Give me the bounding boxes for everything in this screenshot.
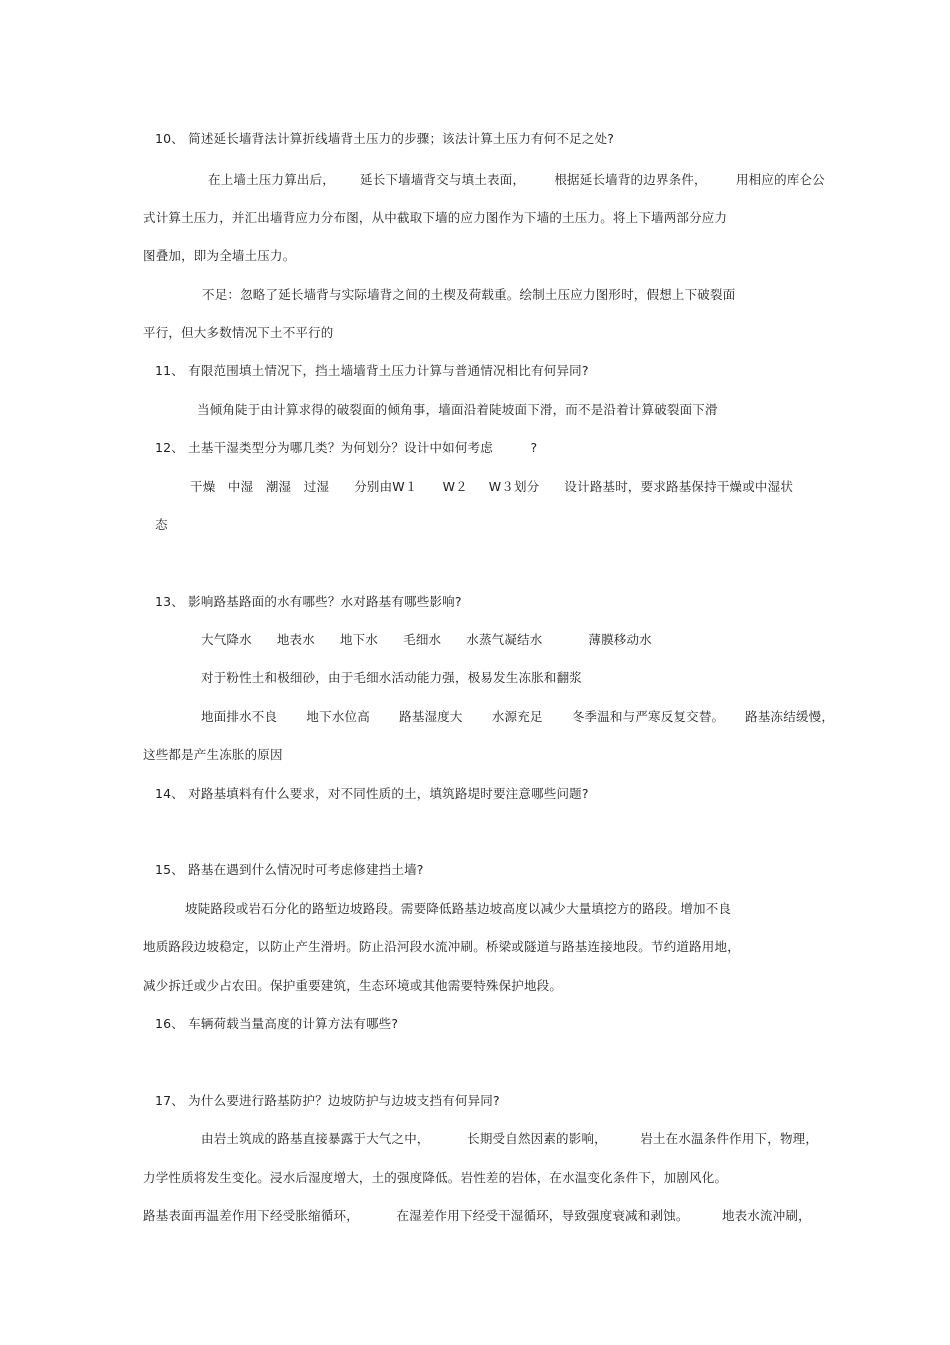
answer-line: 图叠加，即为全墙土压力。 (143, 248, 296, 263)
answer-line: 这些都是产生冻胀的原因 (143, 747, 283, 762)
answer-line: 地质路段边坡稳定，以防止产生滑坍。防止沿河段水流冲刷。桥梁或隧道与路基连接地段。节约道路用地， (143, 939, 740, 954)
answer-line: 平行，但大多数情况下土不平行的 (143, 325, 334, 340)
question-11: 11、 有限范围填土情况下，挡土墙墙背土压力计算与普通情况相比有何异同? (155, 363, 589, 378)
answer-line: 地面排水不良 地下水位高 路基湿度大 水源充足 冬季温和与严寒反复交替。 路基冻结缓慢， (201, 709, 835, 724)
question-13: 13、 影响路基路面的水有哪些？水对路基有哪些影响? (155, 594, 462, 609)
answer-line: 式计算土压力，并汇出墙背应力分布图，从中截取下墙的应力图作为下墙的土压力。将上下墙两部分应力 (143, 210, 728, 225)
answer-line: 在上墙土压力算出后， 延长下墙墙背交与填土表面， 根据延长墙背的边界条件， 用相应的库仑公 (208, 172, 825, 187)
question-10: 10、 简述延长墙背法计算折线墙背土压力的步骤；该法计算土压力有何不足之处? (155, 131, 615, 146)
question-17: 17、 为什么要进行路基防护？边坡防护与边坡支挡有何异同? (155, 1093, 500, 1108)
question-16: 16、 车辆荷载当量高度的计算方法有哪些? (155, 1016, 399, 1031)
answer-line: 路基表面再温差作用下经受胀缩循环， 在湿差作用下经受干湿循环，导致强度衰减和剥蚀。 地表水流冲刷， (143, 1208, 811, 1223)
answer-line: 力学性质将发生变化。浸水后湿度增大，土的强度降低。岩性差的岩体，在水温变化条件下，加剧风化。 (143, 1170, 728, 1185)
answer-line: 减少拆迁或少占农田。保护重要建筑，生态环境或其他需要特殊保护地段。 (143, 978, 563, 993)
answer-line: 由岩土筑成的路基直接暴露于大气之中， 长期受自然因素的影响， 岩土在水温条件作用下，物理， (201, 1131, 819, 1146)
answer-line: 干燥 中湿 潮湿 过湿 分别由W１ W２ W３划分 设计路基时，要求路基保持干燥或中湿状 (190, 479, 794, 494)
answer-line: 大气降水 地表水 地下水 毛细水 水蒸气凝结水 薄膜移动水 (201, 632, 652, 647)
answer-line: 坡陡路段或岩石分化的路堑边坡路段。需要降低路基边坡高度以减少大量填挖方的路段。增加不良 (185, 901, 732, 916)
answer-line: 对于粉性土和极细砂，由于毛细水活动能力强，极易发生冻胀和翻浆 (201, 670, 583, 685)
question-14: 14、 对路基填料有什么要求，对不同性质的土，填筑路堤时要注意哪些问题? (155, 786, 589, 801)
answer-line: 态 (155, 517, 168, 532)
answer-line: 当倾角陡于由计算求得的破裂面的倾角事，墙面沿着陡坡面下滑，而不是沿着计算破裂面下滑 (197, 402, 718, 417)
question-15: 15、 路基在遇到什么情况时可考虑修建挡土墙? (155, 862, 424, 877)
answer-line: 不足：忽略了延长墙背与实际墙背之间的土楔及荷载重。绘制土压应力图形时，假想上下破裂面 (202, 287, 736, 302)
question-12: 12、 土基干湿类型分为哪几类？为何划分？设计中如何考虑 ? (155, 440, 538, 455)
